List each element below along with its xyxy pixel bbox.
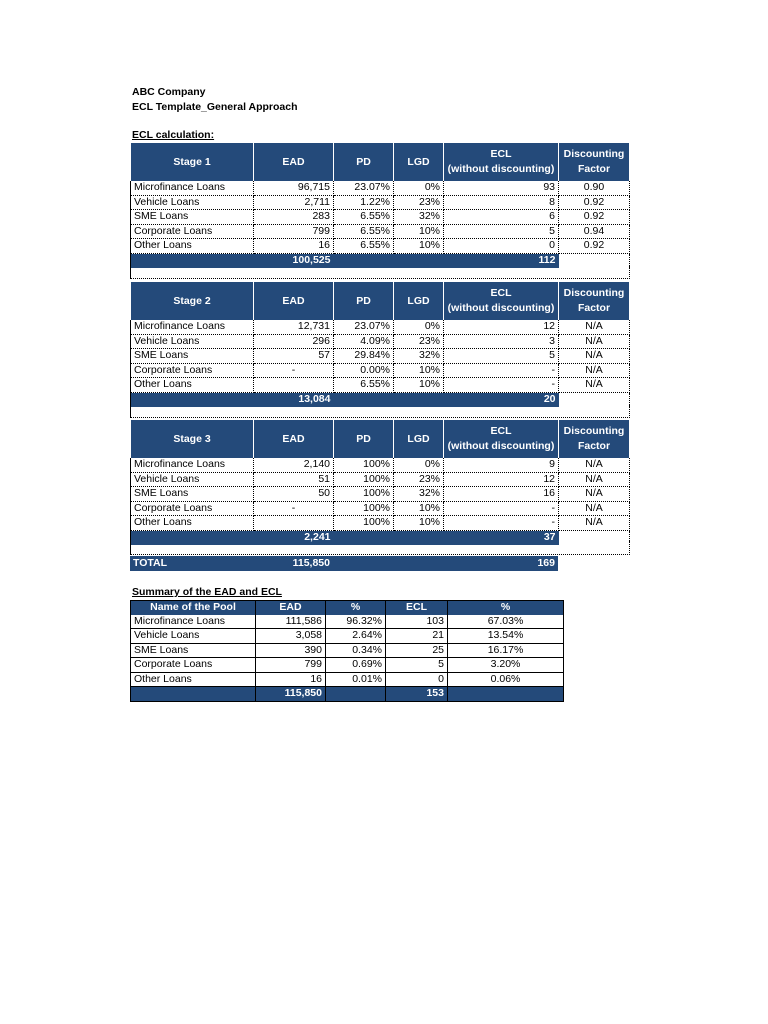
pool-ecl-pct: 13.54% [448, 629, 564, 644]
total-blank [131, 687, 256, 702]
lgd-value: 10% [394, 501, 444, 516]
total-blank [558, 556, 629, 571]
col-ead: EAD [254, 143, 334, 181]
total-blank [393, 556, 443, 571]
lgd-value: 10% [394, 224, 444, 239]
ecl-value: - [444, 516, 559, 531]
table-row [131, 516, 630, 531]
lgd-value: 0% [394, 458, 444, 472]
company-name: ABC Company [132, 86, 206, 98]
pool-ead-pct: 0.34% [326, 643, 386, 658]
lgd-value: 23% [394, 334, 444, 349]
ecl-value: 12 [444, 320, 559, 334]
ead-value: 57 [254, 349, 334, 364]
pool-ecl: 103 [386, 615, 448, 629]
loan-type: Other Loans [131, 516, 254, 531]
ead-value [254, 516, 334, 531]
discount-factor-value: N/A [559, 378, 630, 393]
col-lgd: LGD [394, 420, 444, 458]
pool-name: Other Loans [131, 672, 256, 687]
summary-total-ecl: 153 [386, 687, 448, 702]
summary-total-ead: 115,850 [256, 687, 326, 702]
pd-value: 1.22% [334, 195, 394, 210]
ecl-value: - [444, 363, 559, 378]
stage-3-table [130, 420, 630, 545]
stage-1-table [130, 143, 630, 268]
summary-table [130, 600, 564, 702]
table-row [131, 195, 630, 210]
stage-total-ecl: 112 [444, 253, 559, 268]
pool-ecl: 0 [386, 672, 448, 687]
discount-factor-value: N/A [559, 320, 630, 334]
table-row [131, 501, 630, 516]
pool-ead-pct: 96.32% [326, 615, 386, 629]
pool-ecl-pct: 16.17% [448, 643, 564, 658]
pd-value: 100% [334, 516, 394, 531]
table-row [131, 181, 630, 195]
template-title: ECL Template_General Approach [132, 101, 298, 113]
discount-factor-value: N/A [559, 363, 630, 378]
pool-ead-pct: 0.01% [326, 672, 386, 687]
summary-title: Summary of the EAD and ECL [132, 586, 282, 598]
table-row [131, 349, 630, 364]
ecl-value: 5 [444, 349, 559, 364]
discount-factor-value: 0.92 [559, 239, 630, 254]
pool-ead: 390 [256, 643, 326, 658]
col-pd: PD [334, 143, 394, 181]
discount-factor-value: N/A [559, 458, 630, 472]
ead-value: 50 [254, 487, 334, 502]
pd-value: 100% [334, 487, 394, 502]
ead-value: - [254, 363, 334, 378]
section-title: ECL calculation: [132, 129, 215, 141]
stage-title: Stage 2 [131, 282, 254, 320]
pool-name: Microfinance Loans [131, 615, 256, 629]
col-ecl [444, 282, 559, 320]
pool-ecl-pct: 0.06% [448, 672, 564, 687]
table-row [131, 334, 630, 349]
discount-factor-value: N/A [559, 501, 630, 516]
summary-col-header: % [448, 601, 564, 615]
ecl-value: 5 [444, 224, 559, 239]
col-pd: PD [334, 420, 394, 458]
ecl-value: 8 [444, 195, 559, 210]
pool-name: Corporate Loans [131, 658, 256, 673]
table-row [131, 458, 630, 472]
col-df-line2: Factor [577, 302, 611, 314]
pool-name: Vehicle Loans [131, 629, 256, 644]
summary-row [131, 643, 564, 658]
pool-ecl-pct: 67.03% [448, 615, 564, 629]
summary-row [131, 629, 564, 644]
pd-value: 29.84% [334, 349, 394, 364]
loan-type: Microfinance Loans [131, 320, 254, 334]
pool-ecl: 25 [386, 643, 448, 658]
col-lgd: LGD [394, 143, 444, 181]
ead-value: 799 [254, 224, 334, 239]
discount-factor-value: N/A [559, 516, 630, 531]
ead-value: 296 [254, 334, 334, 349]
pool-ead: 111,586 [256, 615, 326, 629]
ead-value: 2,711 [254, 195, 334, 210]
table-row [131, 320, 630, 334]
loan-type: Corporate Loans [131, 501, 254, 516]
total-blank [333, 556, 393, 571]
ead-value: 12,731 [254, 320, 334, 334]
table-row [131, 487, 630, 502]
summary-col-header: % [326, 601, 386, 615]
lgd-value: 32% [394, 210, 444, 225]
pd-value: 6.55% [334, 210, 394, 225]
lgd-value: 10% [394, 516, 444, 531]
lgd-value: 0% [394, 320, 444, 334]
ecl-value: 0 [444, 239, 559, 254]
loan-type: Other Loans [131, 378, 254, 393]
col-ead: EAD [254, 420, 334, 458]
loan-type: SME Loans [131, 210, 254, 225]
pool-ead: 16 [256, 672, 326, 687]
loan-type: Vehicle Loans [131, 334, 254, 349]
pd-value: 4.09% [334, 334, 394, 349]
table-row [131, 378, 630, 393]
stage-total-ead: 2,241 [254, 530, 334, 545]
ecl-value: 16 [444, 487, 559, 502]
col-df-line1: Discounting [563, 287, 625, 299]
summary-row [131, 615, 564, 629]
lgd-value: 23% [394, 195, 444, 210]
ecl-value: 3 [444, 334, 559, 349]
table-row [131, 363, 630, 378]
stage-total-ecl: 37 [444, 530, 559, 545]
ecl-value: 93 [444, 181, 559, 195]
discount-factor-value: N/A [559, 349, 630, 364]
ead-value: 283 [254, 210, 334, 225]
summary-row [131, 672, 564, 687]
pool-ead: 799 [256, 658, 326, 673]
pd-value: 6.55% [334, 378, 394, 393]
discount-factor-value: 0.92 [559, 195, 630, 210]
loan-type: Microfinance Loans [131, 181, 254, 195]
discount-factor-value: 0.94 [559, 224, 630, 239]
summary-row [131, 658, 564, 673]
lgd-value: 32% [394, 487, 444, 502]
pool-ead-pct: 0.69% [326, 658, 386, 673]
column-header-row [131, 282, 630, 320]
table-row [131, 239, 630, 254]
col-ead: EAD [254, 282, 334, 320]
pd-value: 23.07% [334, 320, 394, 334]
loan-type: Corporate Loans [131, 363, 254, 378]
col-df-line1: Discounting [563, 425, 625, 437]
grand-total-row [130, 556, 629, 571]
summary-total-row [131, 687, 564, 702]
discount-factor-value: N/A [559, 487, 630, 502]
discount-factor-value: 0.90 [559, 181, 630, 195]
ecl-value: 6 [444, 210, 559, 225]
col-discount-factor [559, 143, 630, 181]
pool-ead-pct: 2.64% [326, 629, 386, 644]
pd-value: 100% [334, 458, 394, 472]
loan-type: Vehicle Loans [131, 472, 254, 487]
spacer-row [130, 265, 630, 279]
discount-factor-value: 0.92 [559, 210, 630, 225]
col-ecl [444, 420, 559, 458]
total-blank [448, 687, 564, 702]
lgd-value: 32% [394, 349, 444, 364]
stage-2-table [130, 282, 630, 407]
col-df-line2: Factor [577, 163, 611, 175]
lgd-value: 10% [394, 239, 444, 254]
ead-value: - [254, 501, 334, 516]
loan-type: Corporate Loans [131, 224, 254, 239]
pool-ecl-pct: 3.20% [448, 658, 564, 673]
column-header-row [131, 420, 630, 458]
stage-title: Stage 3 [131, 420, 254, 458]
loan-type: Vehicle Loans [131, 195, 254, 210]
loan-type: Microfinance Loans [131, 458, 254, 472]
pd-value: 0.00% [334, 363, 394, 378]
loan-type: SME Loans [131, 349, 254, 364]
pool-ecl: 21 [386, 629, 448, 644]
total-blank [326, 687, 386, 702]
lgd-value: 10% [394, 363, 444, 378]
pool-ecl: 5 [386, 658, 448, 673]
discount-factor-value: N/A [559, 334, 630, 349]
total-ead: 115,850 [253, 556, 333, 571]
spacer-row [130, 404, 630, 418]
col-ecl [444, 143, 559, 181]
total-ecl: 169 [443, 556, 558, 571]
pd-value: 6.55% [334, 239, 394, 254]
ead-value: 16 [254, 239, 334, 254]
col-ecl-line1: ECL [490, 148, 512, 160]
col-pd: PD [334, 282, 394, 320]
ead-value [254, 378, 334, 393]
col-df-line2: Factor [577, 440, 611, 452]
summary-header-row [131, 601, 564, 615]
loan-type: Other Loans [131, 239, 254, 254]
pool-name: SME Loans [131, 643, 256, 658]
ead-value: 2,140 [254, 458, 334, 472]
total-label: TOTAL [130, 556, 253, 571]
col-lgd: LGD [394, 282, 444, 320]
ecl-value: 9 [444, 458, 559, 472]
table-row [131, 224, 630, 239]
col-ecl-line2: (without discounting) [447, 302, 555, 314]
ecl-value: - [444, 501, 559, 516]
lgd-value: 0% [394, 181, 444, 195]
col-discount-factor [559, 420, 630, 458]
ecl-value: 12 [444, 472, 559, 487]
pd-value: 100% [334, 501, 394, 516]
column-header-row [131, 143, 630, 181]
pool-ead: 3,058 [256, 629, 326, 644]
col-ecl-line2: (without discounting) [447, 163, 555, 175]
col-ecl-line1: ECL [490, 287, 512, 299]
table-row [131, 472, 630, 487]
summary-col-header: Name of the Pool [131, 601, 256, 615]
col-df-line1: Discounting [563, 148, 625, 160]
pd-value: 6.55% [334, 224, 394, 239]
ead-value: 51 [254, 472, 334, 487]
col-discount-factor [559, 282, 630, 320]
lgd-value: 10% [394, 378, 444, 393]
col-ecl-line2: (without discounting) [447, 440, 555, 452]
ead-value: 96,715 [254, 181, 334, 195]
spacer-row [130, 541, 630, 555]
discount-factor-value: N/A [559, 472, 630, 487]
lgd-value: 23% [394, 472, 444, 487]
col-ecl-line1: ECL [490, 425, 512, 437]
summary-col-header: ECL [386, 601, 448, 615]
stage-title: Stage 1 [131, 143, 254, 181]
stage-total-ead: 100,525 [254, 253, 334, 268]
loan-type: SME Loans [131, 487, 254, 502]
ecl-value: - [444, 378, 559, 393]
summary-col-header: EAD [256, 601, 326, 615]
table-row [131, 210, 630, 225]
stage-total-ecl: 20 [444, 392, 559, 407]
pd-value: 100% [334, 472, 394, 487]
stage-total-ead: 13,084 [254, 392, 334, 407]
pd-value: 23.07% [334, 181, 394, 195]
